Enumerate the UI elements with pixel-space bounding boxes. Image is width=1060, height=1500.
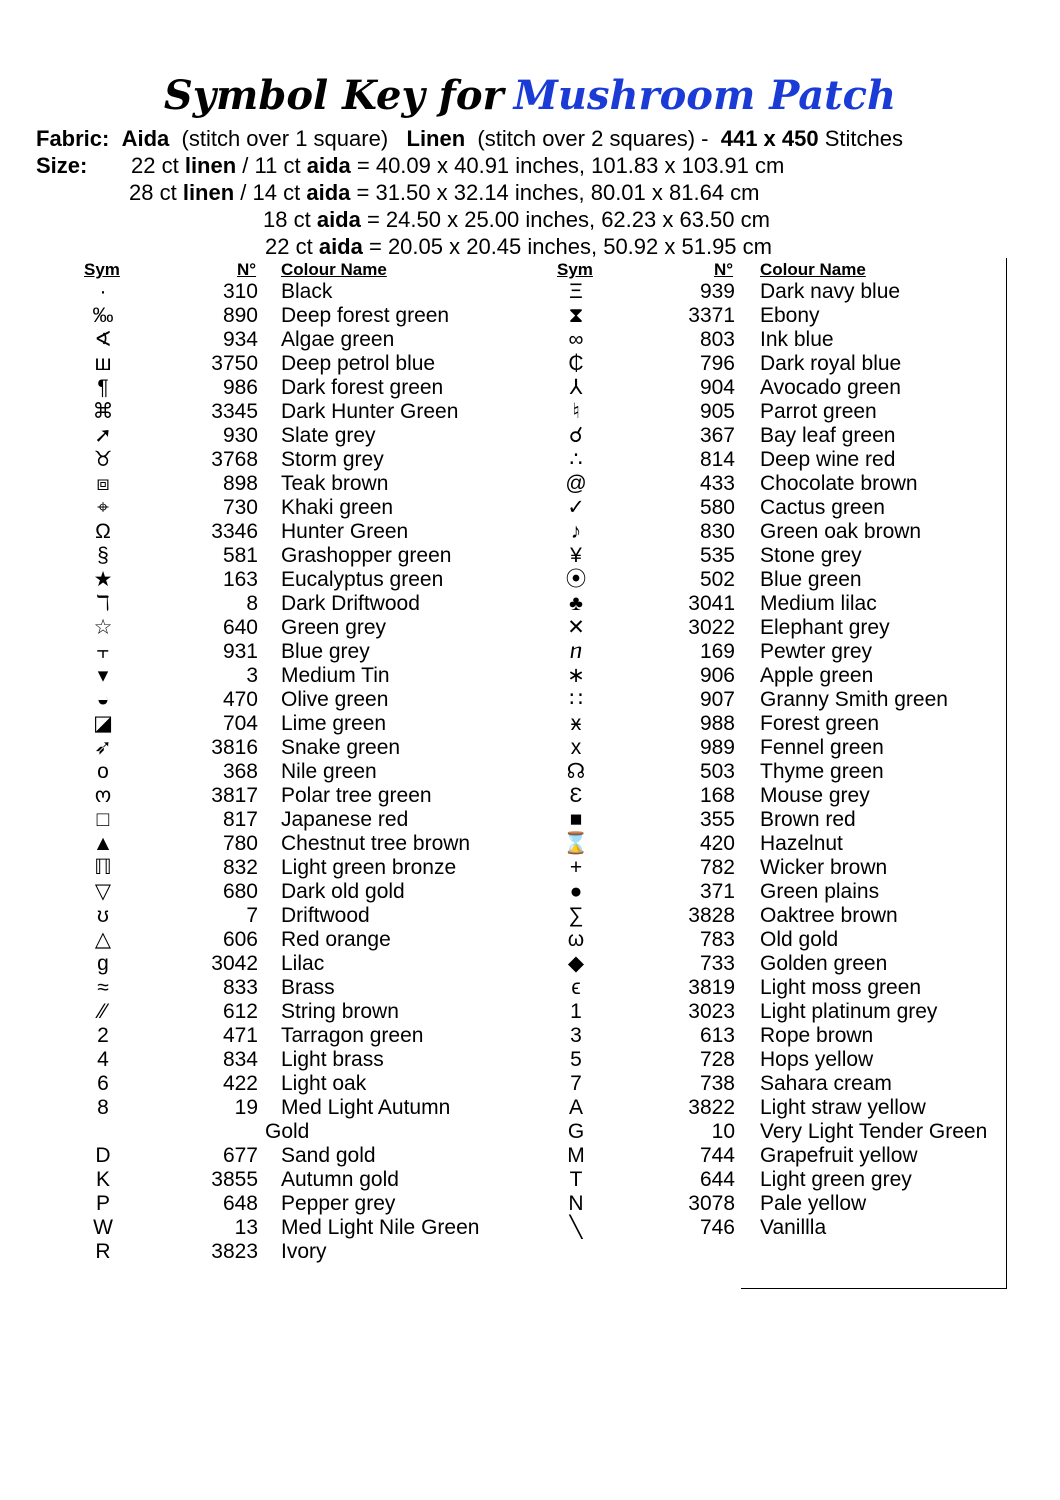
colour-name: Light green bronze bbox=[281, 856, 457, 879]
dmc-number: 3022 bbox=[688, 616, 735, 639]
dmc-number: 931 bbox=[222, 640, 258, 663]
dmc-number: 606 bbox=[222, 928, 258, 951]
colour-name: Grapefruit yellow bbox=[760, 1144, 918, 1167]
colour-name: Olive green bbox=[281, 688, 389, 711]
size-mid: / 14 ct bbox=[240, 180, 301, 205]
colour-name: Pepper grey bbox=[281, 1192, 396, 1215]
dmc-number: 420 bbox=[699, 832, 735, 855]
symbol-glyph: · bbox=[99, 280, 107, 303]
symbol-glyph: ⦿ bbox=[565, 568, 587, 591]
symbol-glyph: ₵ bbox=[568, 352, 584, 375]
stitch-word: Stitches bbox=[824, 126, 903, 151]
size-pre: 22 ct bbox=[131, 153, 179, 178]
dmc-number: 3819 bbox=[688, 976, 735, 999]
symbol-glyph: ℿ bbox=[94, 856, 112, 879]
colour-name: Rope brown bbox=[760, 1024, 874, 1047]
symbol-glyph: ∗ bbox=[567, 664, 585, 687]
dmc-number: 163 bbox=[222, 568, 258, 591]
dmc-number: 502 bbox=[699, 568, 735, 591]
colour-name: Storm grey bbox=[281, 448, 384, 471]
colour-name: Brass bbox=[281, 976, 335, 999]
dmc-number: 986 bbox=[222, 376, 258, 399]
dmc-number: 832 bbox=[222, 856, 258, 879]
dmc-number: 803 bbox=[699, 328, 735, 351]
dmc-number: 989 bbox=[699, 736, 735, 759]
symbol-glyph: 6 bbox=[97, 1072, 109, 1095]
page-title bbox=[0, 72, 1060, 119]
symbol-glyph: Ɛ bbox=[569, 784, 583, 807]
colour-name: Wicker brown bbox=[760, 856, 888, 879]
colour-name: Brown red bbox=[760, 808, 856, 831]
symbol-glyph: ⁄⁄ bbox=[99, 1000, 107, 1023]
symbol-glyph: ⌘ bbox=[92, 400, 114, 423]
symbol-glyph: △ bbox=[94, 928, 112, 951]
colour-name: Chestnut tree brown bbox=[281, 832, 471, 855]
size-bold-1: aida bbox=[318, 234, 363, 259]
dmc-number: 730 bbox=[222, 496, 258, 519]
symbol-glyph: ✓ bbox=[567, 496, 585, 519]
symbol-glyph: § bbox=[97, 544, 109, 567]
colour-name: Dark navy blue bbox=[760, 280, 901, 303]
dmc-number: 3828 bbox=[688, 904, 735, 927]
symbol-glyph: ╲ bbox=[569, 1216, 583, 1239]
fabric-line bbox=[36, 126, 903, 152]
colour-name: Elephant grey bbox=[760, 616, 890, 639]
symbol-glyph: W bbox=[93, 1216, 113, 1239]
colour-name: Green plains bbox=[760, 880, 880, 903]
symbol-glyph: ∞ bbox=[568, 328, 584, 351]
dmc-number: 367 bbox=[699, 424, 735, 447]
dmc-number: 906 bbox=[699, 664, 735, 687]
dmc-number: 988 bbox=[699, 712, 735, 735]
dmc-number: 3371 bbox=[688, 304, 735, 327]
size-bold-1: linen bbox=[182, 180, 235, 205]
colour-name: Nile green bbox=[281, 760, 377, 783]
symbol-glyph: ӿ bbox=[570, 712, 582, 735]
dmc-number: 3823 bbox=[211, 1240, 258, 1263]
symbol-glyph: + bbox=[569, 856, 583, 879]
colour-name: Dark forest green bbox=[281, 376, 444, 399]
symbol-glyph: Ξ bbox=[569, 280, 583, 303]
symbol-glyph: ⅄ bbox=[569, 376, 583, 399]
dmc-number: 640 bbox=[222, 616, 258, 639]
dmc-number: 3750 bbox=[211, 352, 258, 375]
dmc-number: 905 bbox=[699, 400, 735, 423]
symbol-glyph: ო bbox=[94, 784, 112, 807]
dmc-number: 648 bbox=[222, 1192, 258, 1215]
colour-name: Apple green bbox=[760, 664, 874, 687]
colour-name: Blue green bbox=[760, 568, 862, 591]
fabric-label: Fabric: bbox=[36, 126, 110, 151]
symbol-glyph: ¶ bbox=[97, 376, 109, 399]
table-right-rule bbox=[1006, 258, 1007, 1288]
symbol-glyph: A bbox=[568, 1096, 583, 1119]
symbol-glyph: 2 bbox=[97, 1024, 109, 1047]
colour-name: Black bbox=[281, 280, 333, 303]
colour-name: Deep wine red bbox=[760, 448, 896, 471]
symbol-glyph: @ bbox=[565, 472, 587, 495]
colour-name: Medium Tin bbox=[281, 664, 390, 687]
colour-name: Mouse grey bbox=[760, 784, 870, 807]
symbol-glyph: ◆ bbox=[567, 952, 585, 975]
symbol-glyph: o bbox=[97, 760, 109, 783]
colour-name: Light straw yellow bbox=[760, 1096, 926, 1119]
size-post: = 24.50 x 25.00 inches, 62.23 x 63.50 cm bbox=[360, 207, 770, 232]
colour-name: Light green grey bbox=[760, 1168, 912, 1191]
dmc-number: 780 bbox=[222, 832, 258, 855]
dmc-number: 744 bbox=[699, 1144, 735, 1167]
colour-name: Ebony bbox=[760, 304, 820, 327]
dmc-number: 728 bbox=[699, 1048, 735, 1071]
dmc-number: 613 bbox=[699, 1024, 735, 1047]
symbol-glyph: K bbox=[95, 1168, 110, 1191]
left-num-header: N° bbox=[237, 260, 257, 279]
symbol-glyph: ◒ bbox=[96, 688, 110, 711]
colour-name: Cactus green bbox=[760, 496, 885, 519]
symbol-glyph: ‰ bbox=[92, 304, 114, 327]
colour-name: Parrot green bbox=[760, 400, 877, 423]
colour-name: Light platinum grey bbox=[760, 1000, 938, 1023]
colour-name: Green oak brown bbox=[760, 520, 922, 543]
dmc-number: 3345 bbox=[211, 400, 258, 423]
size-label: Size: bbox=[36, 153, 88, 178]
size-label-line bbox=[36, 153, 87, 179]
size-post: = 40.09 x 40.91 inches, 101.83 x 103.91 cm bbox=[356, 153, 785, 178]
colour-name: Algae green bbox=[281, 328, 395, 351]
dmc-number: 3041 bbox=[688, 592, 735, 615]
symbol-glyph: ■ bbox=[569, 808, 583, 831]
dmc-number: 368 bbox=[222, 760, 258, 783]
symbol-glyph: 5 bbox=[570, 1048, 582, 1071]
colour-name: Hunter Green bbox=[281, 520, 409, 543]
colour-name: Hops yellow bbox=[760, 1048, 874, 1071]
size-pre: 18 ct bbox=[263, 207, 311, 232]
dmc-number: 830 bbox=[699, 520, 735, 543]
colour-name: Red orange bbox=[281, 928, 391, 951]
symbol-glyph: ℸ bbox=[96, 592, 110, 615]
symbol-glyph: g bbox=[97, 952, 109, 975]
symbol-glyph: G bbox=[567, 1120, 585, 1143]
dmc-number: 3817 bbox=[211, 784, 258, 807]
dmc-number: 907 bbox=[699, 688, 735, 711]
dmc-number: 677 bbox=[222, 1144, 258, 1167]
colour-name: Ink blue bbox=[760, 328, 834, 351]
dmc-number: 3 bbox=[246, 664, 258, 687]
symbol-glyph: 4 bbox=[97, 1048, 109, 1071]
dmc-number: 13 bbox=[234, 1216, 258, 1239]
fabric-aida: Aida bbox=[121, 126, 170, 151]
colour-name: Dark Driftwood bbox=[281, 592, 420, 615]
colour-name: Driftwood bbox=[281, 904, 370, 927]
dmc-number: 470 bbox=[222, 688, 258, 711]
dmc-number: 934 bbox=[222, 328, 258, 351]
dmc-number: 535 bbox=[699, 544, 735, 567]
colour-name: Forest green bbox=[760, 712, 880, 735]
symbol-glyph: 1 bbox=[570, 1000, 582, 1023]
colour-name: Dark royal blue bbox=[760, 352, 902, 375]
colour-name: Polar tree green bbox=[281, 784, 432, 807]
colour-name: Fennel green bbox=[760, 736, 884, 759]
fabric-linen: Linen bbox=[406, 126, 466, 151]
dmc-number: 890 bbox=[222, 304, 258, 327]
size-post: = 20.05 x 20.45 inches, 50.92 x 51.95 cm bbox=[368, 234, 772, 259]
colour-name: Khaki green bbox=[281, 496, 394, 519]
colour-name: Vanillla bbox=[760, 1216, 827, 1239]
symbol-glyph: ➚ bbox=[94, 424, 112, 447]
dmc-number: 169 bbox=[699, 640, 735, 663]
colour-name: Light brass bbox=[281, 1048, 384, 1071]
colour-name: Eucalyptus green bbox=[281, 568, 444, 591]
dmc-number: 783 bbox=[699, 928, 735, 951]
size-mid: / 11 ct bbox=[242, 153, 301, 178]
dmc-number: 581 bbox=[222, 544, 258, 567]
colour-name: Lilac bbox=[281, 952, 325, 975]
colour-name: Thyme green bbox=[760, 760, 884, 783]
symbol-glyph: R bbox=[95, 1240, 111, 1263]
dmc-number: 680 bbox=[222, 880, 258, 903]
size-pre: 22 ct bbox=[265, 234, 313, 259]
dmc-number: 898 bbox=[222, 472, 258, 495]
dmc-number: 738 bbox=[699, 1072, 735, 1095]
symbol-glyph: ▲ bbox=[92, 832, 114, 855]
colour-name: Pewter grey bbox=[760, 640, 873, 663]
symbol-glyph: ☆ bbox=[93, 616, 113, 639]
symbol-glyph: ш bbox=[94, 352, 112, 375]
dmc-number: 834 bbox=[222, 1048, 258, 1071]
colour-name: Lime green bbox=[281, 712, 387, 735]
symbol-glyph: T bbox=[569, 1168, 583, 1191]
dmc-number: 930 bbox=[222, 424, 258, 447]
symbol-glyph: 3 bbox=[570, 1024, 582, 1047]
dmc-number: 503 bbox=[699, 760, 735, 783]
symbol-glyph: ⧗ bbox=[568, 304, 584, 327]
symbol-glyph: N bbox=[568, 1192, 584, 1215]
size-pre: 28 ct bbox=[129, 180, 177, 205]
symbol-glyph: ▾ bbox=[97, 664, 109, 687]
symbol-glyph: ✕ bbox=[567, 616, 585, 639]
colour-name: Autumn gold bbox=[281, 1168, 399, 1191]
dmc-number: 782 bbox=[699, 856, 735, 879]
colour-name: Old gold bbox=[760, 928, 839, 951]
colour-name: Dark old gold bbox=[281, 880, 405, 903]
symbol-glyph: ♣ bbox=[569, 592, 583, 615]
symbol-glyph: ϵ bbox=[571, 976, 581, 999]
dmc-number: 422 bbox=[222, 1072, 258, 1095]
dmc-number: 433 bbox=[699, 472, 735, 495]
symbol-glyph: ≈ bbox=[97, 976, 109, 999]
size-post: = 31.50 x 32.14 inches, 80.01 x 81.64 cm bbox=[356, 180, 760, 205]
symbol-glyph: ♪ bbox=[570, 520, 582, 543]
symbol-glyph: ➶ bbox=[94, 736, 112, 759]
colour-name: Ivory bbox=[281, 1240, 327, 1263]
dmc-number: 3816 bbox=[211, 736, 258, 759]
symbol-glyph: ⧈ bbox=[96, 472, 110, 495]
colour-name: Oaktree brown bbox=[760, 904, 898, 927]
dmc-number: 3023 bbox=[688, 1000, 735, 1023]
symbol-glyph: ʊ bbox=[97, 904, 109, 927]
symbol-glyph: ☌ bbox=[568, 424, 584, 447]
colour-name: Med Light Nile Green bbox=[281, 1216, 480, 1239]
dmc-number: 3822 bbox=[688, 1096, 735, 1119]
left-name-header: Colour Name bbox=[281, 260, 387, 279]
symbol-glyph: ★ bbox=[93, 568, 113, 591]
colour-name: Med Light Autumn bbox=[281, 1096, 451, 1119]
dmc-number: 471 bbox=[222, 1024, 258, 1047]
dmc-number: 644 bbox=[699, 1168, 735, 1191]
dmc-number: 3042 bbox=[211, 952, 258, 975]
symbol-glyph: ⌛ bbox=[562, 832, 590, 855]
dmc-number: 355 bbox=[699, 808, 735, 831]
colour-name: Teak brown bbox=[281, 472, 389, 495]
dmc-number: 3078 bbox=[688, 1192, 735, 1215]
colour-name: String brown bbox=[281, 1000, 399, 1023]
dmc-number: 3768 bbox=[211, 448, 258, 471]
stitch-dims: 441 x 450 bbox=[720, 126, 819, 151]
symbol-glyph: P bbox=[95, 1192, 110, 1215]
colour-name-continued: Gold bbox=[265, 1120, 310, 1143]
symbol-glyph: Ω bbox=[95, 520, 111, 543]
symbol-glyph: ☊ bbox=[566, 760, 586, 783]
size-bold-2: aida bbox=[306, 180, 351, 205]
size-bold-1: aida bbox=[316, 207, 361, 232]
pattern-name: Mushroom Patch bbox=[513, 72, 897, 119]
colour-name: Sand gold bbox=[281, 1144, 376, 1167]
size-line-3 bbox=[263, 207, 770, 233]
dmc-number: 19 bbox=[234, 1096, 258, 1119]
colour-name: Slate grey bbox=[281, 424, 376, 447]
dmc-number: 7 bbox=[246, 904, 258, 927]
symbol-glyph: ● bbox=[569, 880, 583, 903]
dmc-number: 310 bbox=[222, 280, 258, 303]
dmc-number: 3855 bbox=[211, 1168, 258, 1191]
dmc-number: 580 bbox=[699, 496, 735, 519]
symbol-glyph: ♉ bbox=[93, 448, 113, 471]
colour-name: Medium lilac bbox=[760, 592, 877, 615]
symbol-glyph: ¥ bbox=[570, 544, 582, 567]
colour-name: Japanese red bbox=[281, 808, 409, 831]
dmc-number: 796 bbox=[699, 352, 735, 375]
dmc-number: 904 bbox=[699, 376, 735, 399]
colour-name: Pale yellow bbox=[760, 1192, 867, 1215]
right-name-header: Colour Name bbox=[760, 260, 866, 279]
size-bold-1: linen bbox=[184, 153, 237, 178]
symbol-glyph: ∑ bbox=[568, 904, 584, 927]
size-line-4 bbox=[265, 234, 772, 260]
symbol-glyph: ∢ bbox=[94, 328, 112, 351]
symbol-glyph: ♮ bbox=[572, 400, 580, 423]
dmc-number: 612 bbox=[222, 1000, 258, 1023]
right-sym-header: Sym bbox=[557, 260, 593, 279]
symbol-glyph: ▽ bbox=[94, 880, 112, 903]
colour-name: Golden green bbox=[760, 952, 888, 975]
dmc-number: 814 bbox=[699, 448, 735, 471]
colour-name: Very Light Tender Green bbox=[760, 1120, 988, 1143]
colour-name: Tarragon green bbox=[281, 1024, 424, 1047]
colour-name: Snake green bbox=[281, 736, 401, 759]
dmc-number: 939 bbox=[699, 280, 735, 303]
colour-name: Blue grey bbox=[281, 640, 370, 663]
colour-name: Stone grey bbox=[760, 544, 862, 567]
dmc-number: 8 bbox=[246, 592, 258, 615]
table-bottom-rule bbox=[741, 1288, 1007, 1289]
dmc-number: 833 bbox=[222, 976, 258, 999]
title-prefix: Symbol Key for bbox=[163, 72, 504, 119]
fabric-aida-note: (stitch over 1 square) bbox=[181, 126, 389, 151]
symbol-glyph: ∴ bbox=[569, 448, 583, 471]
symbol-glyph: ∷ bbox=[569, 688, 583, 711]
colour-name: Sahara cream bbox=[760, 1072, 892, 1095]
dmc-number: 817 bbox=[222, 808, 258, 831]
colour-name: Light moss green bbox=[760, 976, 922, 999]
colour-name: Hazelnut bbox=[760, 832, 843, 855]
size-bold-2: aida bbox=[306, 153, 351, 178]
symbol-glyph: ⫟ bbox=[96, 640, 110, 663]
symbol-glyph: ◪ bbox=[93, 712, 113, 735]
symbol-glyph: □ bbox=[96, 808, 110, 831]
dmc-number: 733 bbox=[699, 952, 735, 975]
dmc-number: 3346 bbox=[211, 520, 258, 543]
symbol-glyph: ω bbox=[567, 928, 585, 951]
colour-name: Deep petrol blue bbox=[281, 352, 436, 375]
symbol-glyph: M bbox=[567, 1144, 585, 1167]
symbol-glyph: ⴖ bbox=[569, 640, 583, 663]
symbol-glyph: x bbox=[570, 736, 582, 759]
colour-name: Dark Hunter Green bbox=[281, 400, 459, 423]
symbol-glyph: 7 bbox=[570, 1072, 582, 1095]
dmc-number: 704 bbox=[222, 712, 258, 735]
dmc-number: 746 bbox=[699, 1216, 735, 1239]
dmc-number: 168 bbox=[699, 784, 735, 807]
colour-name: Light oak bbox=[281, 1072, 367, 1095]
left-sym-header: Sym bbox=[84, 260, 120, 279]
colour-name: Avocado green bbox=[760, 376, 901, 399]
dmc-number: 371 bbox=[699, 880, 735, 903]
dmc-number: 10 bbox=[711, 1120, 735, 1143]
size-line-2 bbox=[129, 180, 760, 206]
fabric-linen-note: (stitch over 2 squares) - bbox=[477, 126, 709, 151]
symbol-glyph: ⌖ bbox=[97, 496, 109, 519]
size-line-1 bbox=[131, 153, 784, 179]
symbol-glyph: 8 bbox=[97, 1096, 109, 1119]
colour-name: Green grey bbox=[281, 616, 387, 639]
colour-name: Bay leaf green bbox=[760, 424, 896, 447]
colour-name: Grashopper green bbox=[281, 544, 452, 567]
right-num-header: N° bbox=[714, 260, 734, 279]
colour-name: Granny Smith green bbox=[760, 688, 948, 711]
colour-name: Chocolate brown bbox=[760, 472, 918, 495]
symbol-glyph: D bbox=[95, 1144, 111, 1167]
colour-name: Deep forest green bbox=[281, 304, 450, 327]
